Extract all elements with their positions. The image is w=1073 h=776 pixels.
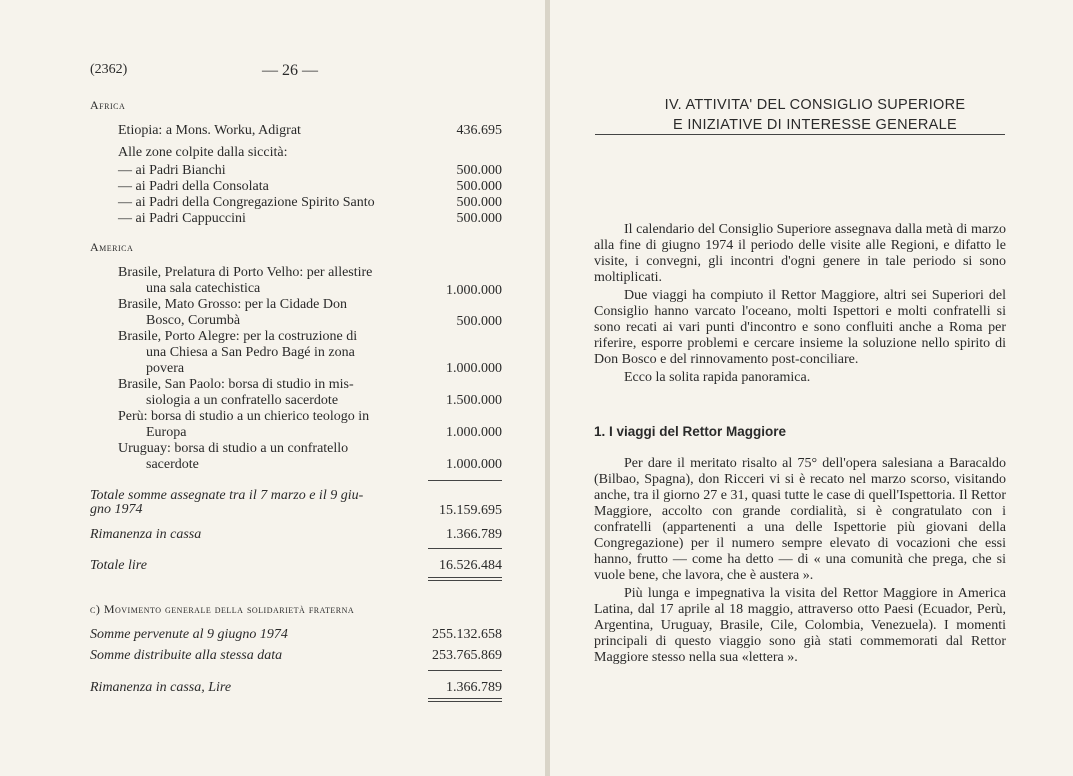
double-rule-bottom (428, 701, 502, 702)
america-item-line: povera (146, 361, 185, 376)
america-item-amount: 1.000.000 (446, 283, 502, 298)
remaining-label: Rimanenza in cassa (90, 527, 202, 542)
america-item-line: Brasile, San Paolo: borsa di studio in mis- (118, 377, 354, 392)
section-paragraph: Per dare il meritato risalto al 75° dell'opera salesiana a Baracaldo (Bilbao, Spagna), don Ricceri vi si è recato nel marzo scorso, visitando anche, tra il giorno 27 e 31, quasi tutte le case di quell'Ispettoria. Il Rettor Maggiore, accolto con grande cordialità, si è congratulato con i confratelli (appartenenti a una delle Ispettorie più giovani della Congregazione) per il numero sempre elevato di vocazioni che essi hanno, frutto — come ha detto — di « una comunità che prega, che si vuole bene, che lavora, che è austera ». (594, 456, 1006, 583)
double-rule-top (428, 577, 502, 578)
section-paragraph: Più lunga e impegnativa la visita del Rettor Maggiore in America Latina, dal 17 aprile al 18 maggio, attraverso otto Paesi (Ecuador, Perù, Argentina, Uruguay, Brasile, Cile, Colombia, Venezuela). I momenti principali di questo viaggio sono già stati commemorati dal Rettor Maggiore stesso nella sua «lettera ». (594, 586, 1006, 665)
intro-text (594, 222, 1006, 386)
africa-item-label: Alle zone colpite dalla siccità: (118, 145, 288, 160)
double-rule-bottom (428, 580, 502, 581)
chapter-title-line2: E INIZIATIVE DI INTERESSE GENERALE (673, 117, 957, 133)
total-assigned-label: Totale somme assegnate tra il 7 marzo e il 9 giu- (90, 488, 364, 503)
america-item-amount: 1.000.000 (446, 425, 502, 440)
africa-item-amount: 500.000 (456, 195, 502, 210)
sum-rule (428, 548, 502, 549)
total-assigned-label-cont: gno 1974 (90, 502, 143, 517)
america-item-line: una sala catechistica (146, 281, 261, 296)
total-assigned-amount: 15.159.695 (439, 503, 502, 518)
america-item-amount: 500.000 (456, 314, 502, 329)
america-item-line: Perù: borsa di studio a un chierico teologo in (118, 409, 370, 424)
america-item-line: Bosco, Corumbà (146, 313, 241, 328)
page-number: — 26 — (262, 62, 318, 79)
america-item-line: Uruguay: borsa di studio a un confratello (118, 441, 349, 456)
africa-item-label: — ai Padri Bianchi (118, 163, 226, 178)
intro-paragraph: Il calendario del Consiglio Superiore assegnava dalla metà di marzo alla fine di giugno 1974 il periodo delle visite alle Regioni, e difatto le visite, i convegni, gli incontri d'ogni genere in tale periodo si sono moltiplicati. (594, 222, 1006, 285)
africa-item-amount: 500.000 (456, 211, 502, 226)
america-item-line: Brasile, Porto Alegre: per la costruzione di (118, 329, 358, 344)
america-item-line: sacerdote (146, 457, 199, 472)
double-rule-top (428, 698, 502, 699)
total-label: Totale lire (90, 558, 147, 573)
distributed-amount: 253.765.869 (432, 648, 502, 663)
america-item-amount: 1.000.000 (446, 361, 502, 376)
right-page (550, 0, 1073, 776)
total-amount: 16.526.484 (439, 558, 502, 573)
movement-heading: c) Movimento generale della solidarietà fraterna (90, 602, 355, 616)
remaining-amount: 1.366.789 (446, 527, 502, 542)
africa-heading: Africa (90, 98, 126, 112)
africa-item-label: — ai Padri della Congregazione Spirito Santo (118, 195, 375, 210)
america-item-amount: 1.500.000 (446, 393, 502, 408)
received-amount: 255.132.658 (432, 627, 502, 642)
america-item-line: Brasile, Prelatura di Porto Velho: per allestire (118, 265, 373, 280)
africa-item-amount: 500.000 (456, 179, 502, 194)
chapter-title-line1: IV. ATTIVITA' DEL CONSIGLIO SUPERIORE (664, 97, 966, 113)
africa-item-label: — ai Padri Cappuccini (118, 211, 246, 226)
sum-rule (428, 480, 502, 481)
title-underline (595, 134, 1005, 135)
intro-paragraph: Due viaggi ha compiuto il Rettor Maggiore, altri sei Superiori del Consiglio hanno varcato l'oceano, molti Ispettori e molti confratelli si sono recati ai vari punti d'incontro e sono confluiti anche a Roma per riferire, esporre problemi e cercare insieme la soluzione nello spirito di Don Bosco e del rinnovamento post-conciliare. (594, 288, 1006, 367)
cash-remaining-amount: 1.366.789 (446, 680, 502, 695)
intro-paragraph: Ecco la solita rapida panoramica. (624, 370, 811, 385)
africa-item-label: Etiopia: a Mons. Worku, Adigrat (118, 123, 301, 138)
africa-item-amount: 500.000 (456, 163, 502, 178)
africa-item-amount: 436.695 (456, 123, 502, 138)
document-number: (2362) (90, 62, 128, 77)
america-item-line: Europa (146, 425, 187, 440)
america-item-line: una Chiesa a San Pedro Bagé in zona (146, 345, 355, 360)
cash-remaining-label: Rimanenza in cassa, Lire (90, 680, 232, 695)
sum-rule (428, 670, 502, 671)
america-heading: America (90, 240, 134, 254)
section-text (594, 456, 1006, 666)
america-item-line: Brasile, Mato Grosso: per la Cidade Don (118, 297, 348, 312)
america-item-line: siologia a un confratello sacerdote (146, 393, 339, 408)
received-label: Somme pervenute al 9 giugno 1974 (90, 627, 288, 642)
africa-item-label: — ai Padri della Consolata (118, 179, 269, 194)
distributed-label: Somme distribuite alla stessa data (90, 648, 283, 663)
america-item-amount: 1.000.000 (446, 457, 502, 472)
section-heading: 1. I viaggi del Rettor Maggiore (594, 424, 787, 439)
